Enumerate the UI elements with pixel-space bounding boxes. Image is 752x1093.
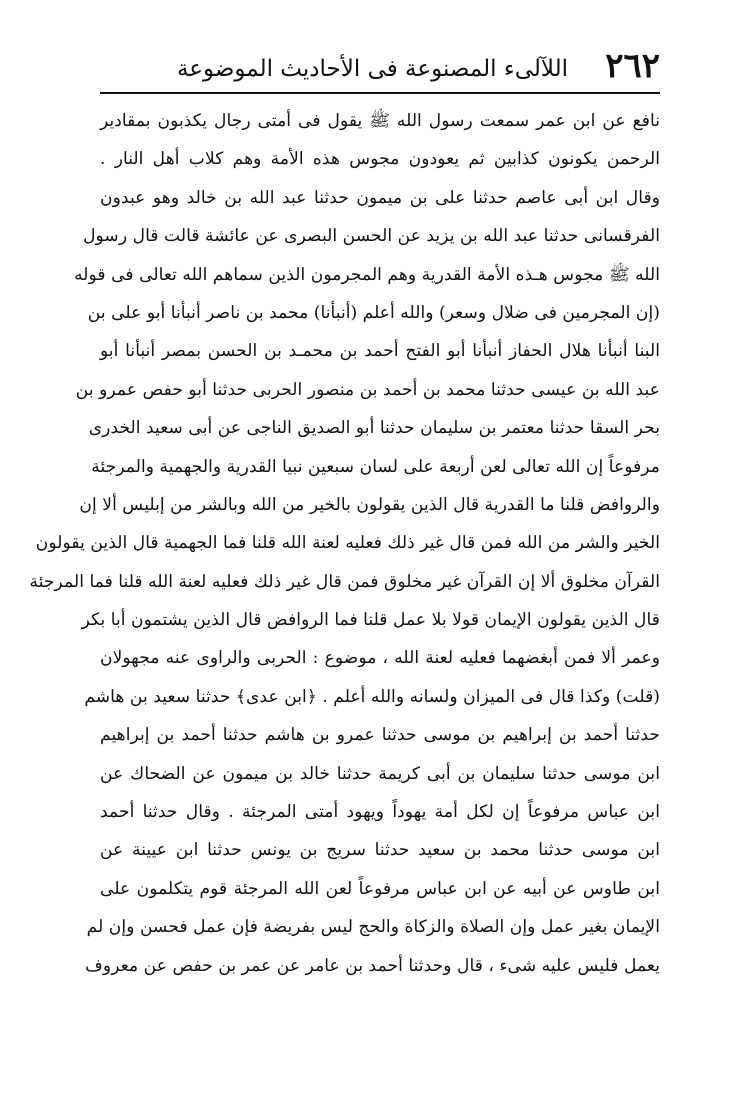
- text-line: قال الذين يقولون الإيمان قولا بلا عمل قلنا فما الروافض قال الذين يشتمون أبا بكر: [81, 610, 660, 631]
- text-line: يعمل فليس عليه شىء ، قال وحدثنا أحمد بن عامر عن عمر بن حفص عن معروف: [85, 955, 660, 976]
- header-rule: [100, 92, 660, 94]
- text-line: والروافض قلنا ما القدرية قال الذين يقولون بالخير من الله وبالشر من إبليس ألا إن: [79, 494, 660, 515]
- text-line: حدثنا أحمد بن إبراهيم بن موسى حدثنا عمرو بن هاشم حدثنا أحمد بن إبراهيم: [100, 725, 660, 746]
- running-title: اللآلىء المصنوعة فى الأحاديث الموضوعة: [176, 56, 568, 82]
- page-body: [29, 102, 660, 985]
- text-line: الفرقسانى حدثنا عبد الله بن يزيد عن الحسن البصرى عن عائشة قالت قال رسول: [83, 226, 660, 247]
- text-line: القرآن مخلوق ألا إن القرآن غير مخلوق فمن قال غير ذلك فعليه لعنة الله قلنا فما المرجئة: [29, 571, 660, 592]
- text-line: وقال ابن أبى عاصم حدثنا على بن ميمون حدثنا عبد الله بن خالد وهو عبدون: [100, 187, 660, 208]
- text-line: وعمر ألا فمن أبغضهما فعليه لعنة الله ، موضوع : الحربى والراوى عنه مجهولان: [100, 648, 660, 669]
- page-header: [100, 44, 660, 90]
- text-line: ابن طاوس عن أبيه عن ابن عباس مرفوعاً لعن الله المرجئة قوم يتكلمون على: [100, 878, 660, 899]
- text-line: البنا أنبأنا هلال الحفاز أنبأنا أبو الفتح أحمد بن محمـد بن الحسن بمصر أنبأنا أبو: [100, 341, 660, 362]
- text-line: ابن موسى حدثنا محمد بن سعيد حدثنا سريج بن يونس حدثنا ابن عيينة عن: [100, 840, 660, 861]
- text-line: نافع عن ابن عمر سمعت رسول الله ﷺ يقول فى أمتى رجال يكذبون بمقادير: [100, 111, 660, 131]
- text-line: الخير والشر من الله فمن قال غير ذلك فعليه لعنة الله قلنا فما الجهمية قال الذين يقولون: [35, 533, 660, 554]
- text-line: الرحمن يكونون كذابين ثم يعودون مجوس هذه الأمة وهم كلاب أهل النار .: [100, 149, 660, 170]
- text-line: (إن المجرمين فى ضلال وسعر) والله أعلم (أنبأنا) محمد بن ناصر أنبأنا أبو على بن: [87, 302, 660, 323]
- text-line: (قلت) وكذا قال فى الميزان ولسانه والله أعلم . ﴿ابن عدى﴾ حدثنا سعيد بن هاشم: [84, 686, 660, 707]
- page-number: ٢٦٢: [605, 46, 660, 86]
- text-line: ابن عباس مرفوعاً إن لكل أمة يهوداً ويهود أمتى المرجئة . وقال حدثنا أحمد: [100, 802, 660, 823]
- text-line: عبد الله بن عيسى حدثنا محمد بن أحمد بن منصور الحربى حدثنا أبو حفص عمرو بن: [75, 379, 660, 400]
- text-line: الإيمان بغير عمل وإن الصلاة والزكاة والحج ليس بفريضة فإن عمل فحسن وإن لم: [86, 917, 660, 938]
- text-line: الله ﷺ مجوس هـذه الأمة القدرية وهم المجرمون الذين سماهم الله تعالى فى قوله: [74, 264, 660, 285]
- text-line: ابن موسى حدثنا سليمان بن أبى كريمة حدثنا خالد بن ميمون عن الضحاك عن: [100, 763, 660, 784]
- text-line: مرفوعاً إن الله تعالى لعن أربعة على لسان سبعين نبيا القدرية والجهمية والمرجئة: [91, 456, 660, 477]
- text-line: بحر السقا حدثنا معتمر بن سليمان حدثنا أبو الصديق الناجى عن أبى سعيد الخدرى: [88, 418, 660, 439]
